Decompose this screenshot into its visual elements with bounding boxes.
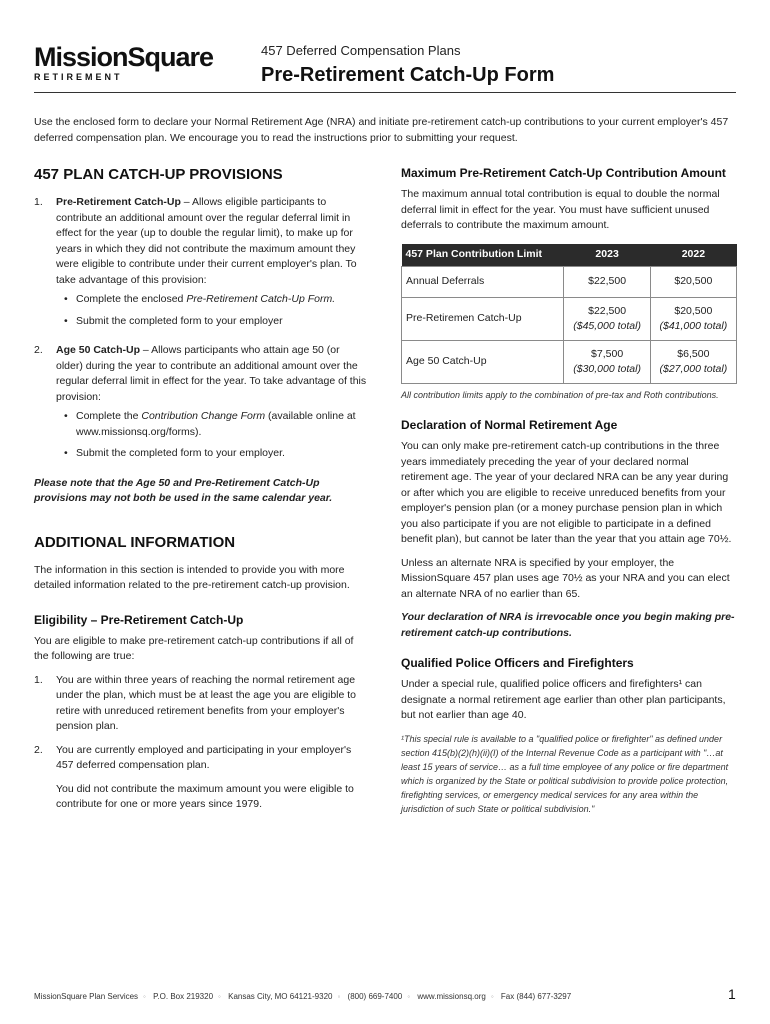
footer-fax: Fax (844) 677-3297	[500, 992, 572, 1001]
page-number: 1	[728, 986, 736, 1002]
eligibility-item-text: You are currently employed and participating in your employer's 457 deferred compensation plan.	[56, 743, 352, 771]
item-number: 1.	[34, 196, 43, 208]
bullet-text: Submit the completed form to your employer	[76, 314, 283, 327]
additional-text: The information in this section is intended to provide you with more detailed information related to the pre-retirement catch-up provision.	[34, 563, 350, 591]
police-text: Under a special rule, qualified police officers and firefighters¹ can designate a normal retirement age earlier than other plan participants, but not earlier than age 40.	[401, 678, 726, 721]
eligibility-item-text: You are within three years of reaching the normal retirement age under the plan, which must be at least the age you are eligible to retire with unreduced retirement benefits from your employer's pension plan.	[56, 673, 357, 732]
header-divider	[34, 92, 736, 93]
cell-total: ($41,000 total)	[659, 319, 728, 332]
contribution-limits-table	[401, 244, 737, 384]
document-title: Pre-Retirement Catch-Up Form	[261, 64, 555, 86]
cell-amount: $7,500	[591, 347, 624, 360]
left-column	[34, 165, 369, 821]
table-header: 457 Plan Contribution Limit	[402, 244, 564, 267]
cell-amount: $20,500	[674, 304, 713, 317]
provisions-note: Please note that the Age 50 and Pre-Retirement Catch-Up provisions may not both be used in the same calendar year.	[34, 476, 333, 504]
eligibility-text: You are eligible to make pre-retirement catch-up contributions if all of the following are true:	[34, 634, 354, 662]
table-header-row	[402, 244, 737, 267]
max-contribution-heading: Maximum Pre-Retirement Catch-Up Contribution Amount	[401, 166, 726, 180]
table-cell	[650, 340, 736, 383]
table-header: 2023	[564, 244, 650, 267]
nra-heading: Declaration of Normal Retirement Age	[401, 418, 618, 432]
table-cell: $22,500	[564, 266, 650, 297]
nra-irrevocable-note: Your declaration of NRA is irrevocable once you begin making pre-retirement catch-up contributions.	[401, 611, 735, 639]
bullet-item: • Submit the completed form to your employer	[64, 314, 369, 330]
missionsquare-logo	[34, 42, 234, 82]
table-cell	[564, 340, 650, 383]
cell-total: ($30,000 total)	[573, 362, 641, 375]
eligibility-item-3: You did not contribute the maximum amount you were eligible to contribute for one or more years since 1979.	[56, 782, 354, 810]
bullet-text: Complete the enclosed	[76, 293, 187, 305]
police-heading: Qualified Police Officers and Firefighters	[401, 656, 634, 670]
nra-paragraph: Unless an alternate NRA is specified by your employer, the MissionSquare 457 plan uses age 70½ as your NRA and you can elect an alternate NRA of no earlier than 65.	[401, 556, 730, 600]
table-note: All contribution limits apply to the combination of pre-tax and Roth contributions.	[401, 389, 719, 400]
cell-amount: $22,500	[588, 304, 627, 317]
eligibility-item-2	[34, 743, 369, 774]
provision-text: – Allows participants who attain age 50 (or older) during the year to contribute an additional amount over the regular deferral limit in effect for the year. To take advantage of this provision:	[56, 344, 367, 403]
table-row	[402, 297, 737, 340]
max-contribution-text: The maximum annual total contribution is equal to double the normal deferral limit in effect for the year. You must have sufficient unused deferrals to contribute the maximum amount.	[401, 188, 720, 231]
table-cell	[650, 297, 736, 340]
form-name-link: Pre-Retirement Catch-Up Form.	[186, 293, 336, 305]
table-cell: $20,500	[650, 266, 736, 297]
footer-phone: (800) 669-7400	[347, 992, 403, 1001]
footer-po-box: P.O. Box 219320	[153, 992, 214, 1001]
footer-org: MissionSquare Plan Services	[34, 992, 139, 1001]
footer-city: Kansas City, MO 64121-9320	[228, 992, 333, 1001]
header-titles	[261, 43, 554, 88]
table-header: 2022	[650, 244, 736, 267]
intro-paragraph: Use the enclosed form to declare your Normal Retirement Age (NRA) and initiate pre-retirement catch-up contributions to your current employer's 457 deferred compensation plan. We encourage you to read the instructions prior to submitting your request.	[34, 116, 729, 144]
provision-lead: Pre-Retirement Catch-Up	[56, 196, 181, 208]
item-number: 1.	[34, 673, 43, 686]
form-name-link: Contribution Change Form	[141, 410, 266, 422]
provisions-heading: 457 PLAN CATCH-UP PROVISIONS	[34, 166, 283, 183]
footnote: ¹This special rule is available to a "qualified police or firefighter" as defined under section 415(b)(2)(h)(ii)(I) of the Internal Revenue Code as a participant with "…at least 15 years of service… as a full time employee of any police or fire department which is organized by the State or political subdivision to provide police protection, firefighting services, or emergency medical services for any area within the jurisdiction of such State or political subdivision."	[401, 733, 729, 814]
item-number: 2.	[34, 344, 43, 356]
row-label: Annual Deferrals	[402, 266, 564, 297]
row-label: Age 50 Catch-Up	[402, 340, 564, 383]
provision-item-2	[34, 343, 369, 468]
nra-paragraph: You can only make pre-retirement catch-up contributions in the three years immediately preceding the year of your declared normal retirement age. The year of your declared NRA can be any year during or after which you are eligible to receive unreduced benefits from your employer's pension plan (or a money purchase pension plan in which you also participate if you are not eligible to participate in a defined benefit plan), but cannot be later than the year that you attain age 70½.	[401, 440, 732, 545]
bullet-text: Submit the completed form to your employer.	[76, 447, 285, 459]
row-label: Pre-Retiremen Catch-Up	[402, 297, 564, 340]
logo-wordmark: MissionSquare	[34, 42, 214, 72]
right-column	[401, 165, 737, 816]
cell-total: ($45,000 total)	[573, 319, 641, 332]
bullet-text: (available online at www.missionsq.org/forms).	[76, 410, 356, 438]
logo-subtitle: RETIREMENT	[34, 72, 123, 82]
footer-website: www.missionsq.org	[417, 992, 486, 1001]
bullet-item: • Complete the Contribution Change Form (available online at www.missionsq.org/forms).	[64, 410, 356, 438]
eligibility-heading: Eligibility – Pre-Retirement Catch-Up	[34, 612, 244, 627]
provision-item-1	[34, 195, 369, 335]
bullet-text: Complete the	[76, 410, 142, 422]
bullet-item: • Complete the enclosed Pre-Retirement Catch-Up Form.	[64, 293, 336, 305]
table-row	[402, 266, 737, 297]
provision-text: – Allows eligible participants to contribute an additional amount over the regular deferral limit in effect for the year (up to double the regular limit), to make up for years in which they did not contribute the maximum amount they were eligible to contribute under their current employer's plan. To take advantage of this provision:	[56, 196, 357, 286]
item-number: 2.	[34, 743, 43, 756]
bullet-item: • Submit the completed form to your employer.	[64, 446, 369, 462]
cell-amount: $6,500	[677, 347, 710, 360]
cell-total: ($27,000 total)	[659, 362, 728, 375]
page-footer: MissionSquare Plan Services ◦ P.O. Box 219320 ◦ Kansas City, MO 64121-9320 ◦ (800) 669-7400 ◦ www.missionsq.org ◦ Fax (844) 677-3297	[34, 992, 572, 1001]
table-row	[402, 340, 737, 383]
eligibility-item-1	[34, 673, 369, 735]
additional-heading: ADDITIONAL INFORMATION	[34, 533, 236, 551]
provision-lead: Age 50 Catch-Up	[56, 344, 141, 356]
document-subtitle: 457 Deferred Compensation Plans	[261, 43, 461, 58]
table-cell	[564, 297, 650, 340]
